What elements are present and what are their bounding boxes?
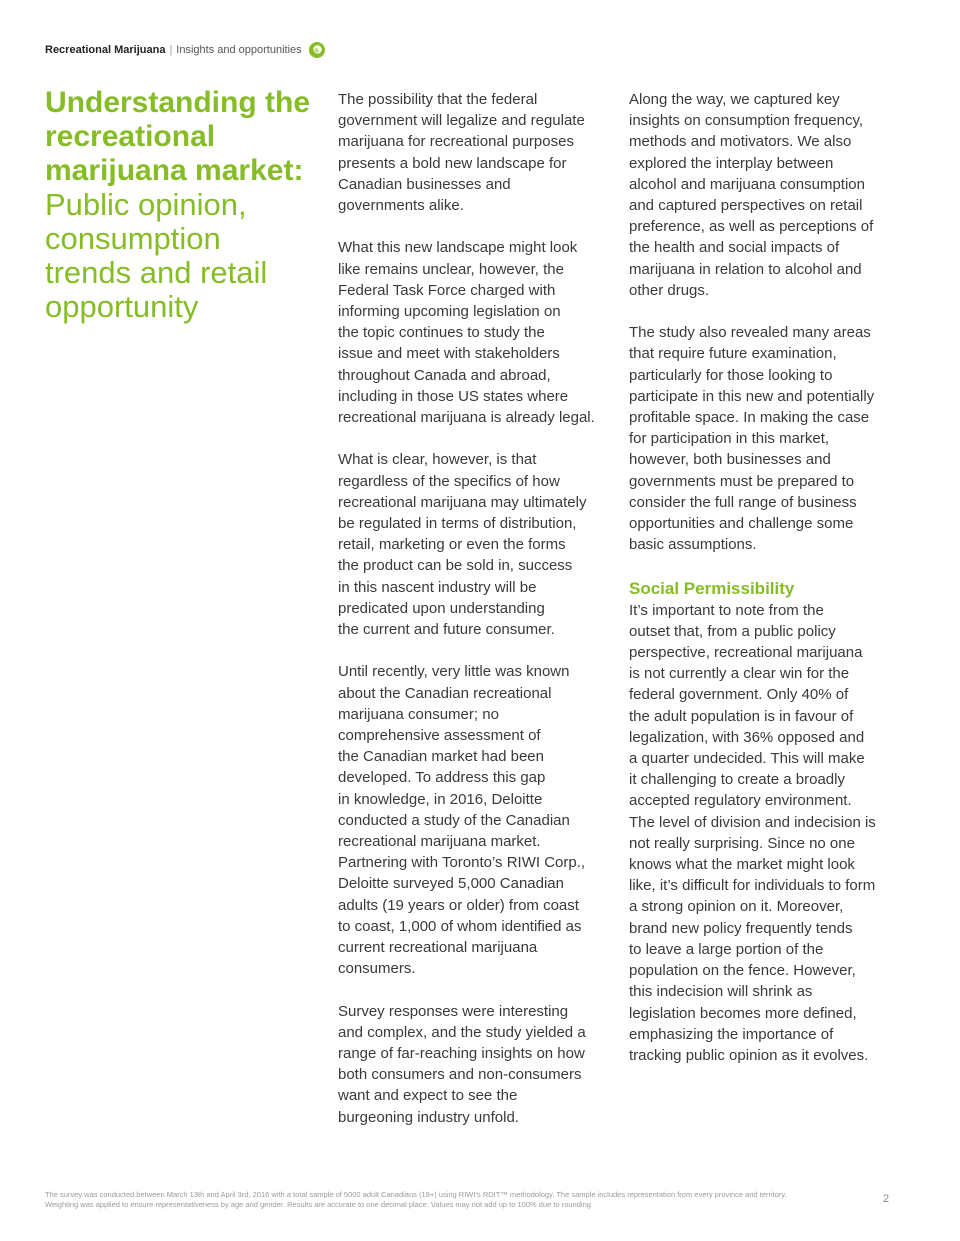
paragraph: The study also revealed many areas that require future examination, particularly for those looking to participate in this new and potentially profitable space. In making the case for participation in this market, however, both businesses and governments must be prepared to consider the full range of business opportunities and challenge some basic assumptions. [629,324,875,554]
paragraph: Along the way, we captured key insights on consumption frequency, methods and motivators. We also explored the interplay between alcohol and marijuana consumption and captured perspectives on retail preference, as well as perceptions of the health and social impacts of marijuana in relation to alcohol and other drugs. [629,91,874,299]
body-column-right [629,89,904,1087]
paragraph: It’s important to note from the outset that, from a public policy perspective, recreational marijuana is not currently a clear win for the federal government. Only 40% of the adult population is in favour of legalization, with 36% opposed and a quarter undecided. This will make it challenging to create a broadly accepted regulatory environment. The level of division and indecision is not really surprising. Since no one knows what the market might look like, it’s difficult for individuals to form a strong opinion on it. Moreover, brand new policy frequently tends to leave a large portion of the population on the fence. However, this indecision will shrink as legislation becomes more defined, emphasizing the importance of tracking public opinion as it evolves. [629,601,876,1064]
header-subtitle: Insights and opportunities [176,44,302,56]
page-number: 2 [883,1193,890,1205]
running-header [45,41,326,59]
paragraph: Survey responses were interesting and complex, and the study yielded a range of far-reaching insights on how both consumers and non-consumers want and expect to see the burgeoning industry unfold. [338,1002,586,1126]
body-column-left [338,89,608,1149]
paragraph: The possibility that the federal government will legalize and regulate marijuana for recreational purposes presents a bold new landscape for Canadian businesses and governments alike. [338,91,585,215]
paragraph: What is clear, however, is that regardless of the specifics of how recreational marijuana may ultimately be regulated in terms of distribution, retail, marketing or even the forms the product can be sold in, success in this nascent industry will be predicated upon understanding the current and future consumer. [338,451,587,639]
paragraph: Until recently, very little was known about the Canadian recreational marijuana consumer; no comprehensive assessment of the Canadian market had been developed. To address this gap in knowledge, in 2016, Deloitte conducted a study of the Canadian recreational marijuana market. Partnering with Toronto’s RIWI Corp., Deloitte surveyed 5,000 Canadian adults (19 years or older) from coast to coast, 1,000 of whom identified as current recreational marijuana consumers. [338,663,586,978]
green-circle-logo-icon [308,41,326,59]
heading-bold: Understanding the recreational marijuana market: [45,86,311,187]
header-title: Recreational Marijuana [45,44,166,56]
header-separator: | [169,44,173,56]
paragraph: What this new landscape might look like remains unclear, however, the Federal Task Force charged with informing upcoming legislation on the topic continues to study the issue and meet with stakeholders throughout Canada and abroad, including in those US states where recreational marijuana is already legal. [338,239,595,427]
section-heading: Social Permissibility [629,578,795,598]
page-heading [45,86,315,324]
heading-light: Public opinion, consumption trends and retail opportunity [45,187,268,324]
footnote: The survey was conducted between March 13th and April 3rd, 2016 with a total sample of 5000 adult Canadians (19+) using RIWI’s RDIT™ methodology. The sample includes representation from every province and territory. Weighting was applied to ensure representativeness by age and gender. Results are accurate to one decimal place. Values may not add up to 100% due to rounding. [45,1190,787,1209]
